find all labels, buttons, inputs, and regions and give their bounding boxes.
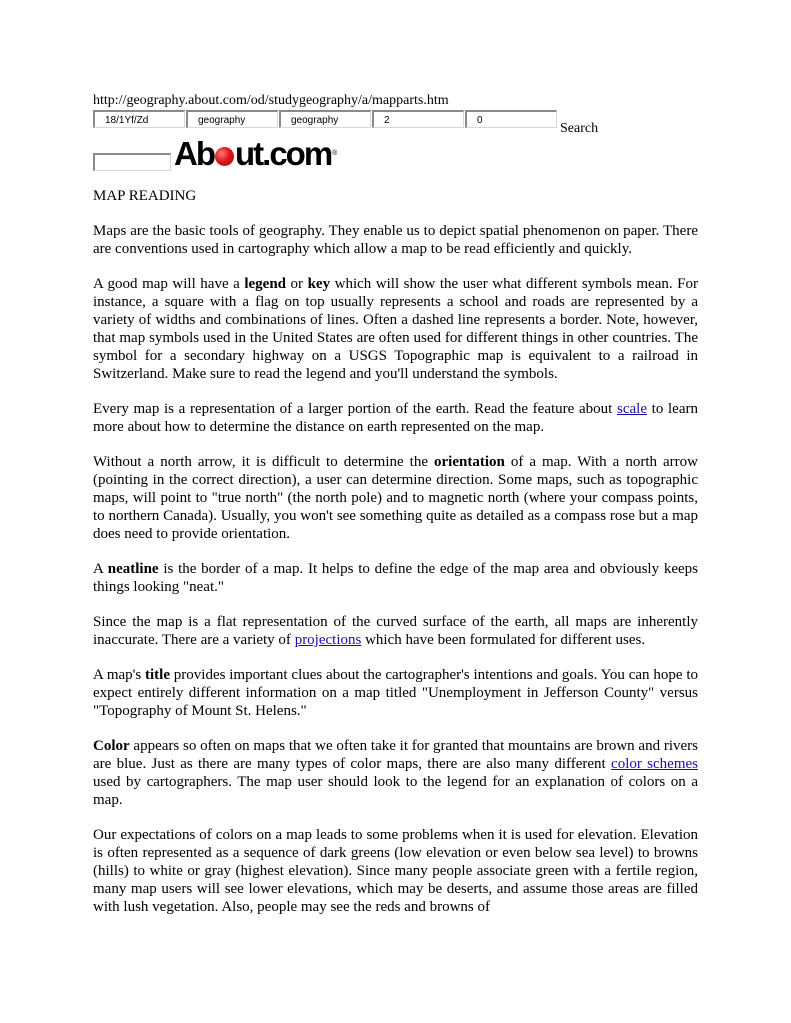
- search-button[interactable]: Search: [560, 121, 599, 136]
- form-field-3[interactable]: geography: [279, 110, 371, 128]
- color-schemes-link[interactable]: color schemes: [611, 756, 698, 772]
- term-color: Color: [93, 738, 130, 754]
- paragraph-projections: Since the map is a flat representation of the curved surface of the earth, all maps are inherently inaccurate. There are a variety of projections which have been formulated for different uses.: [93, 614, 698, 648]
- paragraph-title: A map's title provides important clues about the cartographer's intentions and goals. You can hope to expect entirely different information on a map titled "Unemployment in Jefferson County" versus "Topography of Mount St. Helens.": [93, 667, 698, 719]
- scale-link[interactable]: scale: [617, 401, 647, 417]
- page-heading: MAP READING: [93, 188, 197, 204]
- paragraph-elevation: Our expectations of colors on a map leads to some problems when it is used for elevation. Elevation is often represented as a sequence of dark greens (low elevation or even below sea level) to browns (hills) to white or gray (highest elevation). Since many people associate green with a fertile region, many map users will see lower elevations, which may be deserts, and assume those areas are filled with lush vegetation. Also, people may see the reds and browns of: [93, 827, 698, 915]
- paragraph-legend: A good map will have a legend or key which will show the user what different symbols mean. For instance, a square with a flag on top usually represents a school and roads are represented by a variety of widths and combinations of lines. Often a dashed line represents a border. Note, however, that map symbols used in the United States are often used for different things in other countries. The symbol for a secondary highway on a USGS Topographic map is equivalent to a railroad in Switzerland. Make sure to read the legend and you'll understand the symbols.: [93, 276, 698, 382]
- term-orientation: orientation: [434, 454, 505, 470]
- projections-link[interactable]: projections: [294, 632, 362, 648]
- paragraph-intro: Maps are the basic tools of geography. They enable us to depict spatial phenomenon on paper. There are conventions used in cartography which allow a map to be read efficiently and quickly.: [93, 223, 698, 257]
- form-field-4[interactable]: 2: [372, 110, 464, 128]
- paragraph-scale: Every map is a representation of a larger portion of the earth. Read the feature about scale to learn more about how to determine the distance on earth represented on the map.: [93, 401, 698, 435]
- paragraph-neatline: A neatline is the border of a map. It helps to define the edge of the map area and obviously keeps things looking "neat.": [93, 561, 698, 595]
- logo-text-start: Ab: [174, 135, 214, 172]
- logo-row: [93, 135, 698, 172]
- term-title: title: [145, 667, 170, 683]
- document-page: [93, 92, 698, 916]
- term-neatline: neatline: [107, 561, 159, 577]
- about-com-logo[interactable]: [174, 135, 338, 172]
- term-legend: legend: [244, 276, 287, 292]
- search-form: [93, 110, 698, 138]
- logo-red-dot-icon: [215, 147, 234, 166]
- logo-search-input[interactable]: [93, 153, 171, 171]
- paragraph-color: Color appears so often on maps that we often take it for granted that mountains are brown and rivers are blue. Just as there are many types of color maps, there are also many different color schemes used by cartographers. The map user should look to the legend for an explanation of colors on a map.: [93, 738, 698, 808]
- logo-text-end: ut.com: [235, 135, 332, 172]
- term-key: key: [307, 276, 331, 292]
- source-url: http://geography.about.com/od/studygeography/a/mapparts.htm: [93, 93, 449, 108]
- registered-mark: ®: [332, 150, 338, 157]
- form-field-2[interactable]: geography: [186, 110, 278, 128]
- form-field-5[interactable]: 0: [465, 110, 557, 128]
- paragraph-orientation: Without a north arrow, it is difficult to determine the orientation of a map. With a north arrow (pointing in the correct direction), a user can determine direction. Some maps, such as topographic maps, will point to "true north" (the north pole) and to magnetic north (where your compass points, to northern Canada). Usually, you won't see something quite as detailed as a compass rose but a map does need to provide orientation.: [93, 454, 698, 542]
- form-field-1[interactable]: 18/1Yf/Zd: [93, 110, 185, 128]
